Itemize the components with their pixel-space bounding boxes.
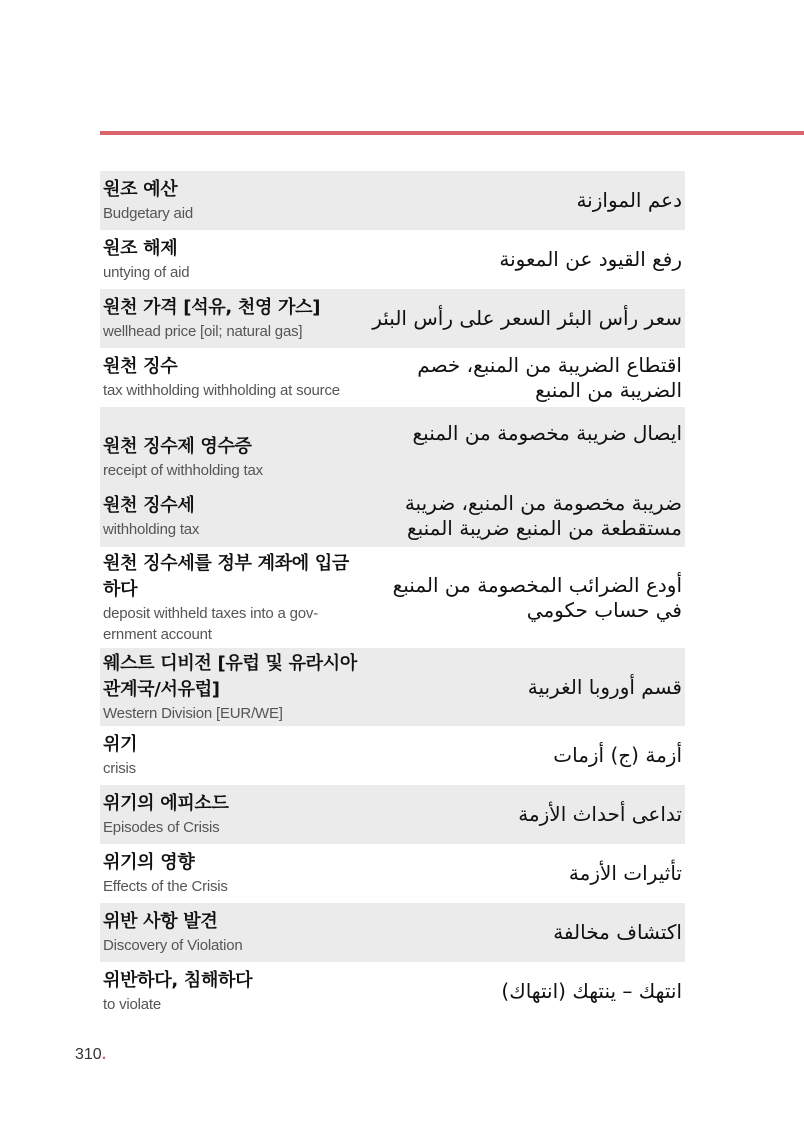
arabic-term: اكتشاف مخالفة xyxy=(553,920,682,944)
korean-term: 원천 징수세 xyxy=(103,494,195,516)
english-term: Discovery of Violation xyxy=(103,937,243,954)
english-term: Effects of the Crisis xyxy=(103,878,228,895)
korean-term: 원조 예산 xyxy=(103,179,178,200)
korean-term: 위기의 에피소드 xyxy=(103,793,229,814)
arabic-term: سعر رأس البئر السعر على رأس البئر xyxy=(372,306,682,330)
english-term: deposit withheld taxes into a gov-ernment account xyxy=(103,604,318,643)
english-term: to violate xyxy=(103,996,162,1013)
korean-term: 원천 가격 [석유, 천영 가스] xyxy=(103,297,321,318)
glossary-row xyxy=(100,547,685,648)
korean-term: 원천 징수 xyxy=(103,356,178,377)
arabic-term: تأثيرات الأزمة xyxy=(568,861,682,885)
korean-term: 위기 xyxy=(103,734,138,755)
english-term: Episodes of Crisis xyxy=(103,819,220,836)
arabic-term: دعم الموازنة xyxy=(576,188,682,212)
arabic-term: أودع الضرائب المخصومة من المنبع في حساب حكومي xyxy=(392,572,682,622)
arabic-term: أزمة (ج) أزمات xyxy=(553,743,682,767)
korean-term: 위기의 영향 xyxy=(103,852,195,873)
glossary-row xyxy=(100,962,685,1021)
korean-term: 원조 해제 xyxy=(103,238,178,259)
glossary-row xyxy=(100,348,685,407)
korean-term: 원천 징수제 영수증 xyxy=(103,435,252,457)
glossary-row-group xyxy=(100,407,685,547)
arabic-term: تداعى أحداث الأزمة xyxy=(518,802,682,826)
english-term: withholding tax xyxy=(103,520,200,538)
glossary-row xyxy=(100,844,685,903)
page-number-dot: . xyxy=(101,1046,107,1063)
arabic-term: اقتطاع الضريبة من المنبع، خصم الضريبة من المنبع xyxy=(417,352,682,402)
glossary-row xyxy=(100,648,685,726)
english-term: receipt of withholding tax xyxy=(103,461,263,479)
english-term: crisis xyxy=(103,760,136,777)
english-term: Budgetary aid xyxy=(103,205,193,222)
page-number xyxy=(75,1046,106,1064)
arabic-term: رفع القيود عن المعونة xyxy=(499,247,682,271)
arabic-term: قسم أوروبا الغربية xyxy=(527,674,682,699)
glossary-row xyxy=(100,903,685,962)
english-term: wellhead price [oil; natural gas] xyxy=(103,323,303,340)
arabic-term: ايصال ضريبة مخصومة من المنبع xyxy=(412,421,682,445)
glossary-row xyxy=(100,289,685,348)
header-rule xyxy=(100,131,804,135)
korean-term: 웨스트 디비전 [유럽 및 유라시아 관계국/서유럽] xyxy=(103,652,357,700)
page-number-text: 310 xyxy=(75,1046,102,1063)
english-term: Western Division [EUR/WE] xyxy=(103,704,283,722)
korean-term: 위반 사항 발견 xyxy=(103,911,218,932)
glossary-table xyxy=(100,171,685,1021)
english-term: tax withholding withholding at source xyxy=(103,382,340,399)
english-term: untying of aid xyxy=(103,264,190,281)
glossary-row xyxy=(100,230,685,289)
arabic-term: ضريبة مخصومة من المنبع، ضريبة مستقطعة من المنبع ضريبة المنبع xyxy=(404,491,682,540)
korean-term: 원천 징수세를 정부 계좌에 입금하다 xyxy=(103,552,350,600)
arabic-term: انتهك – ينتهك (انتهاك) xyxy=(501,979,682,1003)
glossary-row xyxy=(100,171,685,230)
glossary-row xyxy=(100,785,685,844)
glossary-row xyxy=(100,726,685,785)
korean-term: 위반하다, 침해하다 xyxy=(103,970,253,991)
